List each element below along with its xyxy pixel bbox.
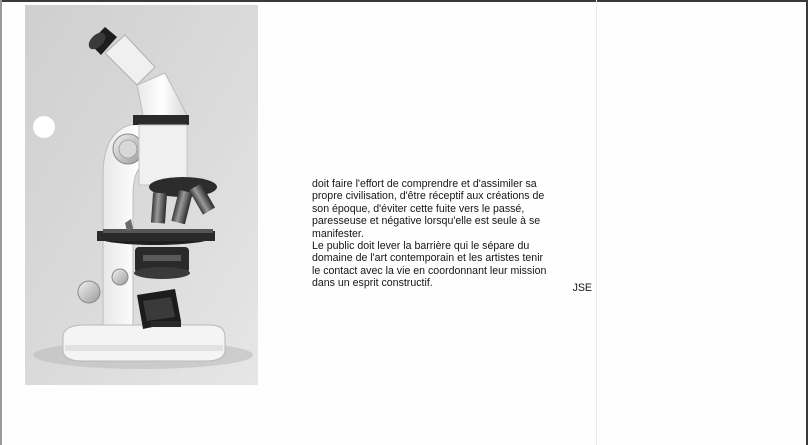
article-line: dans un esprit constructif. [312,277,433,290]
article-line: propre civilisation, d'être réceptif aux créations de [312,190,545,203]
author-signature: JSE [572,282,592,294]
microscope-photo [25,5,258,385]
punch-hole [33,116,55,138]
article-line: Le public doit lever la barrière qui le sépare du [312,240,530,253]
article-text [312,178,592,290]
article-line: domaine de l'art contemporain et les artistes tenir [312,252,544,265]
article-line: doit faire l'effort de comprendre et d'assimiler sa [312,178,537,190]
article-line: manifester. [312,227,364,240]
top-border [0,0,808,2]
page-fold [596,0,597,445]
left-border [0,0,2,445]
article-line: son époque, d'éviter cette fuite vers le passé, [312,202,525,215]
article-line: paresseuse et négative lorsqu'elle est seule à se [312,215,541,228]
article-line: le contact avec la vie en coordonnant leur mission [312,264,547,277]
